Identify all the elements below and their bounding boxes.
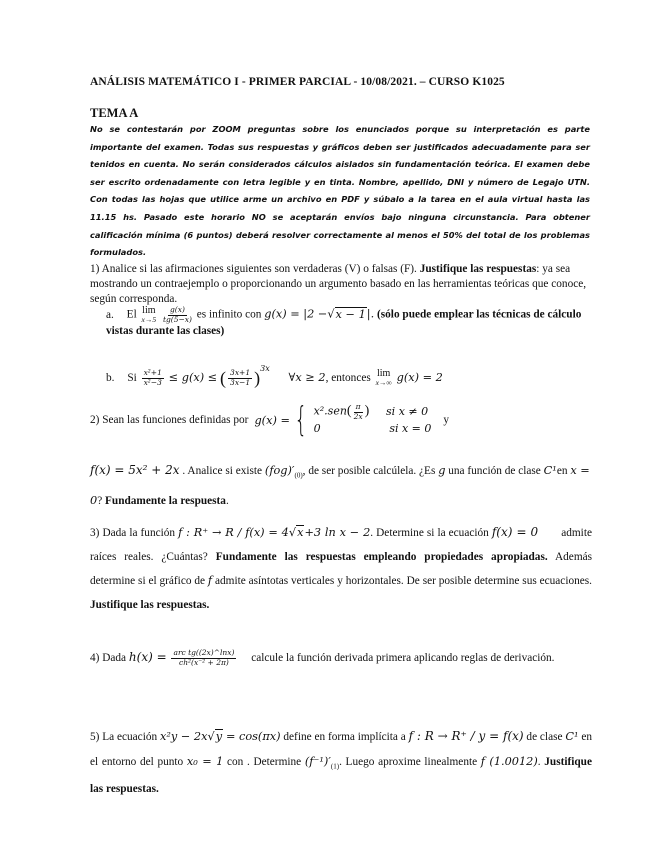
- q5-x0: x₀ = 1: [186, 754, 224, 768]
- q1b-fraction-2: [228, 369, 252, 387]
- q3-eq: f(x) = 0: [491, 525, 539, 539]
- q3-func2: +3 ln x − 2: [304, 526, 371, 539]
- q1b-frac2-den: 3x−1: [230, 377, 251, 387]
- q5-finv: (f⁻¹)′: [304, 754, 331, 768]
- q1a-limit: [142, 306, 157, 324]
- q2-fog-sub: (0): [294, 471, 303, 480]
- q5-e: con . Determine: [227, 755, 302, 768]
- q2-fx: f(x) = 5x² + 2x: [90, 463, 180, 477]
- q2-case1-frac-num: π: [355, 402, 361, 411]
- q2-q: ?: [97, 495, 103, 508]
- question-4: [90, 645, 592, 671]
- q1b-forall: ∀x ≥ 2: [288, 371, 326, 384]
- q4-b: calcule la función derivada primera aplicando reglas de derivación.: [251, 652, 555, 664]
- q1b-exp: 3x: [260, 364, 270, 373]
- q3-e: admite asíntotas verticales y horizontales. De ser posible determine sus ecuaciones.: [215, 575, 592, 587]
- q2-case1-expr: x².sen: [313, 404, 347, 418]
- q2-case1-frac: [354, 403, 363, 421]
- q5-b: define en forma implícita a: [283, 731, 406, 743]
- q5-g: . Luego aproxime linealmente: [339, 755, 478, 768]
- q1b-frac2-num: 3x+1: [230, 368, 251, 378]
- q3-sqrt: x: [297, 526, 304, 539]
- q1b-leq: ≤ g(x) ≤: [168, 371, 218, 384]
- q2-case1-frac-den: 2x: [353, 411, 363, 421]
- q2-en: en: [556, 465, 568, 477]
- q3-bold-1: Fundamente las respuestas empleando propiedades apropiadas.: [215, 550, 548, 563]
- q1b-result: g(x) = 2: [396, 371, 443, 384]
- q1b-frac1-num: x²+1: [143, 368, 162, 378]
- q3-d: Además determine si el gráfico de: [90, 550, 593, 587]
- q2-bold: Fundamente la respuesta: [105, 495, 226, 508]
- q2-case2-expr: 0: [313, 422, 321, 435]
- q1b-limit: [376, 369, 392, 387]
- q2-end: .: [225, 495, 229, 508]
- q4-frac-num: arc tg((2x)^lnx): [173, 648, 235, 658]
- q3-num: 3): [90, 527, 100, 539]
- q5-bold: Justifique las respuestas.: [90, 755, 592, 796]
- q2-mid3: una función de: [448, 465, 516, 477]
- q1a-gx: g(x) = |2 −: [264, 307, 328, 321]
- question-1: [90, 262, 590, 307]
- q2-fog: (fog)′: [264, 464, 295, 477]
- q4-a: 4) Dada: [90, 652, 127, 664]
- q4-fraction: [171, 649, 236, 667]
- q3-func: f : R⁺ → R / f(x) = 4: [178, 526, 289, 539]
- q2-case1-cond: si x ≠ 0: [386, 404, 429, 418]
- q2-intro: 2) Sean las funciones definidas por: [90, 413, 249, 426]
- tema-heading: TEMA A: [90, 106, 139, 120]
- question-2-line-1: [90, 400, 590, 440]
- q3-c: admite raíces reales. ¿Cuántas?: [90, 527, 592, 563]
- q1a-fraction: [163, 306, 192, 324]
- q4-hx: h(x) =: [128, 650, 167, 664]
- q2-g: g: [438, 464, 446, 477]
- q3-b: . Determine si la ecuación: [370, 527, 489, 539]
- q5-val: f (1.0012): [480, 754, 538, 768]
- q2-x0: x = 0: [90, 464, 590, 508]
- q1a-close: |.: [366, 307, 375, 321]
- q2-case2-cond: si x = 0: [389, 422, 432, 435]
- question-2-line-2: [90, 458, 590, 514]
- q1a-sqrt: x − 1: [335, 307, 366, 321]
- q5-finv-sub: (1): [330, 761, 340, 770]
- q5-f: f : R → R⁺ / y = f(x): [408, 729, 524, 743]
- q5-eq1: x²y − 2x: [159, 730, 208, 743]
- exam-title: ANÁLISIS MATEMÁTICO I - PRIMER PARCIAL - 10/08/2021. – CURSO K1025: [90, 76, 505, 88]
- q1b-frac1-den: x²−3: [143, 377, 162, 387]
- q5-a: 5) La ecuación: [90, 731, 158, 743]
- q2-piecewise: { x².sen( $\frac{\pi}{2x}$ ) si x ≠ 0 0 si x = 0: [294, 400, 432, 440]
- q2-y: y: [443, 413, 450, 426]
- q5-h: .: [537, 755, 541, 768]
- q1-item-a: a. El lim x→5 $\frac{g(x)}{tg(5-x)}$ es infinito con g(x) = |2 −√x − 1|. (sólo puede emplear las técnicas de cálculo vistas durante las clases): [106, 305, 582, 337]
- q1a-bold: (sólo puede emplear las técnicas de cálculo vistas durante las clases): [106, 308, 582, 337]
- q1b-then: , entonces: [325, 372, 371, 384]
- q4-frac-den: ch²(x⁻² + 2π): [179, 657, 229, 667]
- q1b-lim-word: lim: [377, 368, 391, 380]
- q5-d: en el entorno del punto: [90, 731, 593, 768]
- q1a-frac-num: g(x): [170, 305, 185, 314]
- question-5: 5) La ecuación x²y − 2x√y = cos(πx) define en forma implícita a f : R → R⁺ / y = f(x) de clase C¹ en el entorno del punto x₀ = 1 con . Determine $(f^{-1})'_{(1)}$. Luego aproxime linealmente f (1.0012). Justifique las respuestas.: [90, 729, 593, 796]
- q1a-label: a.: [106, 308, 114, 321]
- q5-eq2: = cos(πx): [225, 730, 281, 743]
- question-3: 3) Dada la función f : R⁺ → R / f(x) = 4√x+3 ln x − 2. Determine si la ecuación f(x) = 0 admite raíces reales. ¿Cuántas? Fundamente las respuestas empleando propiedades apropiadas. Además determine si el gráfico de f admite asíntotas verticales y horizontales. De ser posible determine sus ecuaciones. Justifique las respuestas.: [90, 525, 593, 611]
- q3-a: Dada la función: [102, 527, 176, 539]
- q1-intro-rest: : ya sea mostrando un contraejemplo o proporcionando un argumento basado en las herramientas teóricas que conoce, según corresponda.: [90, 263, 587, 305]
- q3-f: f: [207, 574, 213, 587]
- q3-bold-2: Justifique las respuestas.: [90, 598, 210, 611]
- instructions-paragraph: No se contestarán por ZOOM preguntas sobre los enunciados porque su interpretación es parte importante del examen. Todas sus respuestas y gráficos deben ser justificados adecuadamente para ser tenidos en cuenta. No serán considerados cálculos aislados sin fundamentación teórica. El examen debe ser escrito ordenadamente con letra legible y en tinta. Nombre, apellido, DNI y número de Legajo UTN. Con todas las hojas que utilice arme un archivo en PDF y súbalo a la tarea en el aula virtual hasta las 11.15 hs. Pasado este horario NO se aceptarán envíos bajo ninguna circunstancia. Para obtener calificación mínima (6 puntos) deberá resolver correctamente al menos el 50% del total de los problemas formulados.: [90, 124, 590, 258]
- q1a-mid: es infinito con: [196, 308, 262, 321]
- q1-intro: 1) Analice si las afirmaciones siguientes son verdaderas (V) o falsas (F).: [90, 263, 417, 275]
- q1a-frac-den: tg(5−x): [162, 314, 192, 324]
- q1b-label: b.: [106, 372, 115, 384]
- q2-mid: . Analice si existe: [182, 465, 263, 477]
- q1a-lim-sub: x→5: [141, 315, 157, 324]
- q5-sqrt: y: [215, 730, 223, 743]
- q1a-lim-word: lim: [142, 305, 156, 316]
- q5-c1: C¹: [565, 730, 579, 743]
- q2-clase: clase: [518, 465, 541, 477]
- q1b-si: Si: [127, 372, 137, 384]
- q2-mid2: , de ser posible calcúlela. ¿Es: [302, 465, 436, 477]
- q5-c: de clase: [526, 731, 563, 743]
- q2-c1: C¹: [543, 464, 557, 477]
- q1a-el: El: [126, 308, 137, 321]
- q1-item-b: b. Si $\frac{\text{x²+1}}{\text{x²−3}}$ ≤ g(x) ≤ ( $\frac{3x+1}{3x-1}$ )$^{3x}$ ∀x ≥ 2, entonces lim x→∞ g(x) = 2: [106, 364, 443, 388]
- q1-intro-bold: Justifique las respuestas: [419, 263, 537, 275]
- q2-gx: g(x) =: [254, 413, 290, 427]
- q1b-lim-sub: x→∞: [375, 378, 392, 388]
- q1b-fraction-1: [142, 369, 164, 387]
